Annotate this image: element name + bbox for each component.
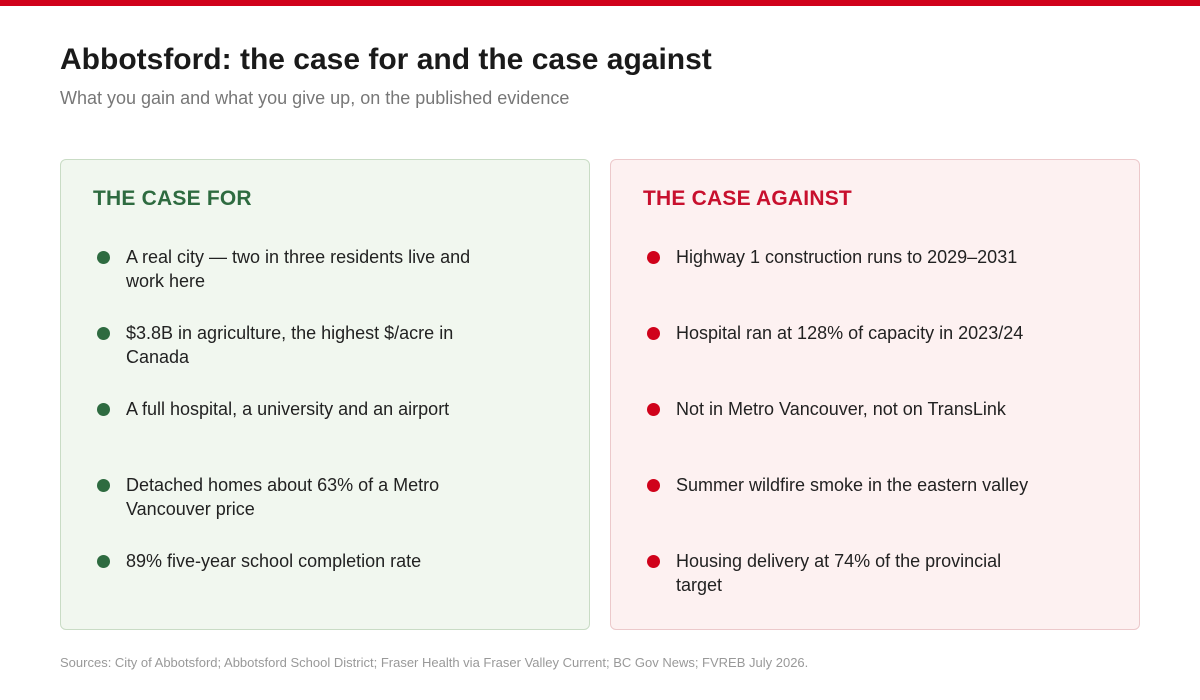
case-against-item: [643, 321, 1043, 345]
case-against-item-text: Housing delivery at 74% of the provincial target: [676, 551, 1002, 595]
bullet-dot-icon: [97, 479, 110, 492]
case-against-item-text: Hospital ran at 128% of capacity in 2023/24: [676, 323, 1024, 343]
case-for-item-text: 89% five-year school completion rate: [126, 551, 422, 571]
case-against-item: [643, 549, 1043, 597]
case-for-item-text: A real city — two in three residents live and work here: [126, 247, 471, 291]
case-for-item-text: A full hospital, a university and an airport: [126, 399, 450, 419]
case-for-item: [93, 321, 493, 369]
page-subtitle: What you gain and what you give up, on the published evidence: [60, 88, 570, 108]
case-for-item: [93, 473, 493, 521]
page-title: Abbotsford: the case for and the case against: [60, 43, 712, 76]
case-for-heading: THE CASE FOR: [93, 187, 252, 210]
case-for-item-text: Detached homes about 63% of a Metro Vancouver price: [126, 475, 440, 519]
top-accent-bar: [0, 0, 1200, 6]
case-for-item-text: $3.8B in agriculture, the highest $/acre in Canada: [126, 323, 454, 367]
sources-footnote: Sources: City of Abbotsford; Abbotsford School District; Fraser Health via Fraser Valley Current; BC Gov News; FVREB July 2026.: [60, 655, 809, 670]
bullet-dot-icon: [647, 479, 660, 492]
bullet-dot-icon: [647, 251, 660, 264]
bullet-dot-icon: [97, 403, 110, 416]
case-against-item-text: Highway 1 construction runs to 2029–2031: [676, 247, 1018, 267]
bullet-dot-icon: [97, 555, 110, 568]
case-against-item-text: Not in Metro Vancouver, not on TransLink: [676, 399, 1006, 419]
case-for-item: [93, 549, 493, 573]
bullet-dot-icon: [647, 327, 660, 340]
bullet-dot-icon: [97, 251, 110, 264]
bullet-dot-icon: [647, 403, 660, 416]
case-against-item-text: Summer wildfire smoke in the eastern valley: [676, 475, 1029, 495]
bullet-dot-icon: [97, 327, 110, 340]
case-against-item: [643, 397, 1043, 421]
case-against-heading: THE CASE AGAINST: [643, 187, 852, 210]
case-against-panel: [610, 159, 1140, 630]
case-for-item: [93, 397, 493, 421]
case-for-item: [93, 245, 493, 293]
case-against-item: [643, 473, 1043, 497]
case-for-panel: [60, 159, 590, 630]
case-against-item: [643, 245, 1043, 269]
bullet-dot-icon: [647, 555, 660, 568]
